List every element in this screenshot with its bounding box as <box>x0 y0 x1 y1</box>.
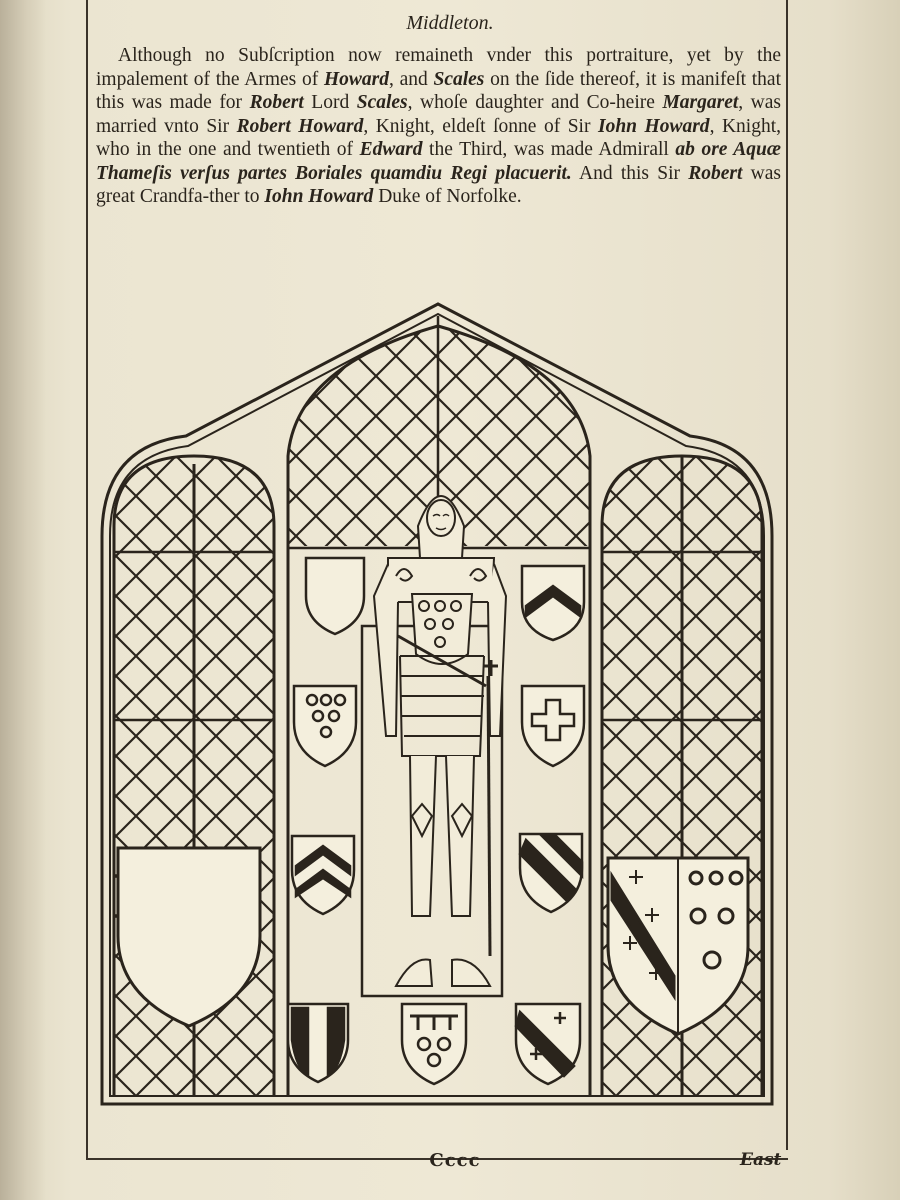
brass-illustration <box>96 296 776 1111</box>
shield-quartered <box>288 1004 348 1082</box>
shield-roundels <box>294 686 356 766</box>
text-run: Duke of Norfolke. <box>373 186 522 207</box>
italic-run: Robert <box>688 162 743 184</box>
text-run: on the ſide thereof, it is manifeſt that this was made for <box>96 68 781 113</box>
shield-chevron <box>522 566 584 640</box>
paragraph <box>96 44 781 209</box>
body-text <box>96 44 781 209</box>
shield-bend-crosses <box>516 1004 580 1084</box>
page-border-right <box>786 0 788 1150</box>
text-run: , and <box>388 68 434 90</box>
text-run: Lord <box>303 92 357 113</box>
page-border-left <box>86 0 88 1160</box>
italic-run: ab ore Aquæ Thameſis verſus partes Boriales quamdiu Regi placuerit. <box>96 139 781 184</box>
italic-run: Edward <box>359 139 423 160</box>
italic-run: Howard <box>323 68 389 90</box>
italic-run: Robert <box>249 92 304 113</box>
italic-run: Scales <box>433 68 485 90</box>
text-run: , whoſe daughter and Co-heire <box>407 92 663 113</box>
shield-mountain-chevron <box>292 836 354 914</box>
running-head: Middleton. <box>406 12 494 34</box>
shield-plain-1 <box>306 558 364 634</box>
text-run: And this Sir <box>571 162 689 184</box>
text-run: Although no Subſcription now remaineth vnder this portraiture, yet by the impalement of the Armes of <box>96 45 781 90</box>
text-run: , was married vnto Sir <box>96 92 782 137</box>
knight-effigy <box>374 496 506 986</box>
text-run: , Knight, who in the one and twentieth of <box>96 115 781 160</box>
shield-label-roundels <box>402 1004 466 1084</box>
signature-mark: Cccc <box>429 1150 481 1171</box>
text-run: the Third, was made Admirall <box>422 139 676 160</box>
spine-shadow <box>0 0 46 1200</box>
text-run: , Knight, eldeſt ſonne of Sir <box>363 115 598 137</box>
italic-run: Robert Howard <box>236 115 364 137</box>
italic-run: Margaret <box>662 92 739 113</box>
shield-bend <box>520 834 582 912</box>
italic-run: Iohn Howard <box>264 186 374 207</box>
text-run: was great Crandfa-ther to <box>96 162 781 207</box>
catchword: East <box>740 1150 782 1170</box>
stained-glass-window-figure <box>96 296 776 1111</box>
shield-cross <box>522 686 584 766</box>
italic-run: Scales <box>356 92 408 113</box>
italic-run: Iohn Howard <box>598 115 710 137</box>
